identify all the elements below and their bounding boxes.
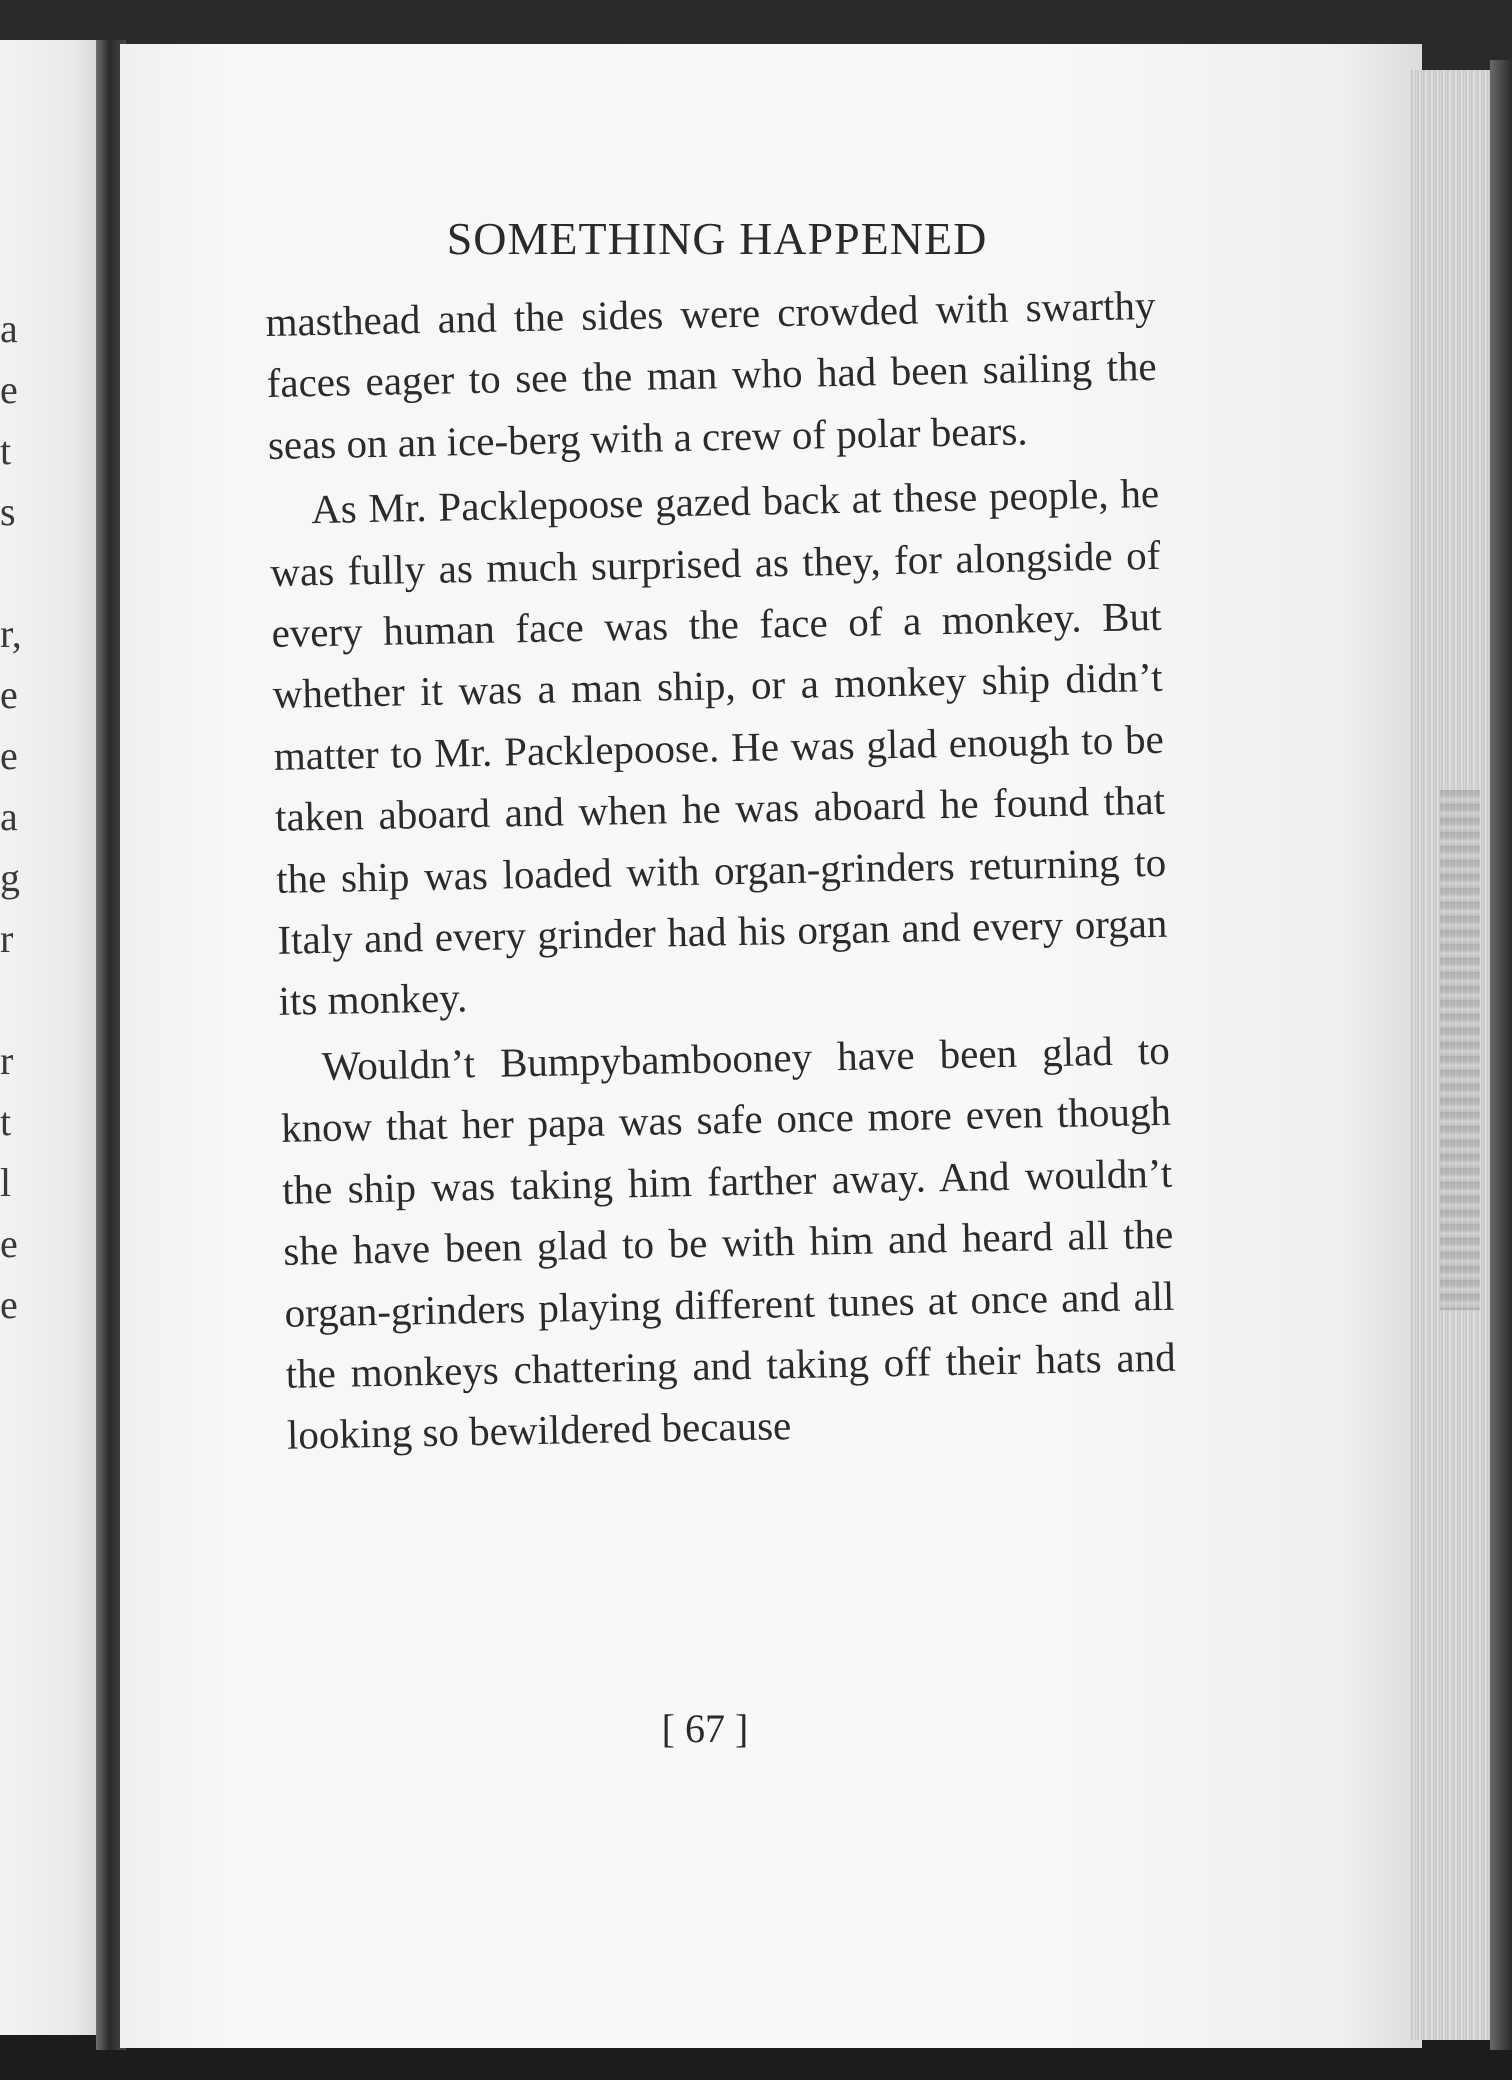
left-fragment: t bbox=[0, 428, 12, 473]
left-page-text-fragments bbox=[0, 298, 30, 1335]
left-fragment: r bbox=[0, 916, 14, 961]
paragraph: masthead and the sides were crowded with swarthy faces eager to see the man who had been sailing the seas on an ice-berg with a crew of polar bears. bbox=[265, 281, 1158, 468]
body-text bbox=[265, 275, 1177, 1467]
left-fragment: e bbox=[0, 733, 18, 778]
left-fragment: e bbox=[0, 672, 18, 717]
left-fragment: l bbox=[0, 1160, 12, 1205]
left-fragment: a bbox=[0, 794, 18, 839]
page-number: [ 67 ] bbox=[661, 1706, 749, 1751]
left-fragment: a bbox=[0, 306, 18, 351]
left-fragment: r, bbox=[0, 611, 22, 656]
page-edge-shadow bbox=[1490, 60, 1512, 2050]
paragraph: Wouldn’t Bumpybambooney have been glad to know that her papa was safe once more even though the ship was taking him farther away. And wouldn’t she have been glad to be with him and heard all the organ-grinders playing different tunes at once and all the monkeys chattering and taking off their hats and looking so bewildered because bbox=[280, 1026, 1177, 1459]
page-edge-stamp bbox=[1440, 790, 1480, 1310]
left-fragment: e bbox=[0, 1221, 18, 1266]
left-fragment bbox=[0, 542, 30, 603]
left-fragment: g bbox=[0, 855, 20, 900]
left-fragment: r bbox=[0, 1038, 14, 1083]
left-fragment: e bbox=[0, 367, 18, 412]
left-fragment: t bbox=[0, 1099, 12, 1144]
left-fragment: s bbox=[0, 489, 16, 534]
left-fragment: e bbox=[0, 1282, 18, 1327]
paragraph: As Mr. Packlepoose gazed back at these people, he was fully as much surprised as they, for alongside of every human face was the face of a monkey. But whether it was a man ship, or a monkey ship didn’t matter to Mr. Packlepoose. He was glad enough to be taken aboard and when he was aboard he found that the ship was loaded with organ-grinders returning to Italy and every grinder had his organ and every organ its monkey. bbox=[269, 470, 1168, 1025]
left-fragment bbox=[0, 969, 30, 1030]
left-page bbox=[0, 40, 108, 2035]
running-head: SOMETHING HAPPENED bbox=[446, 213, 988, 264]
